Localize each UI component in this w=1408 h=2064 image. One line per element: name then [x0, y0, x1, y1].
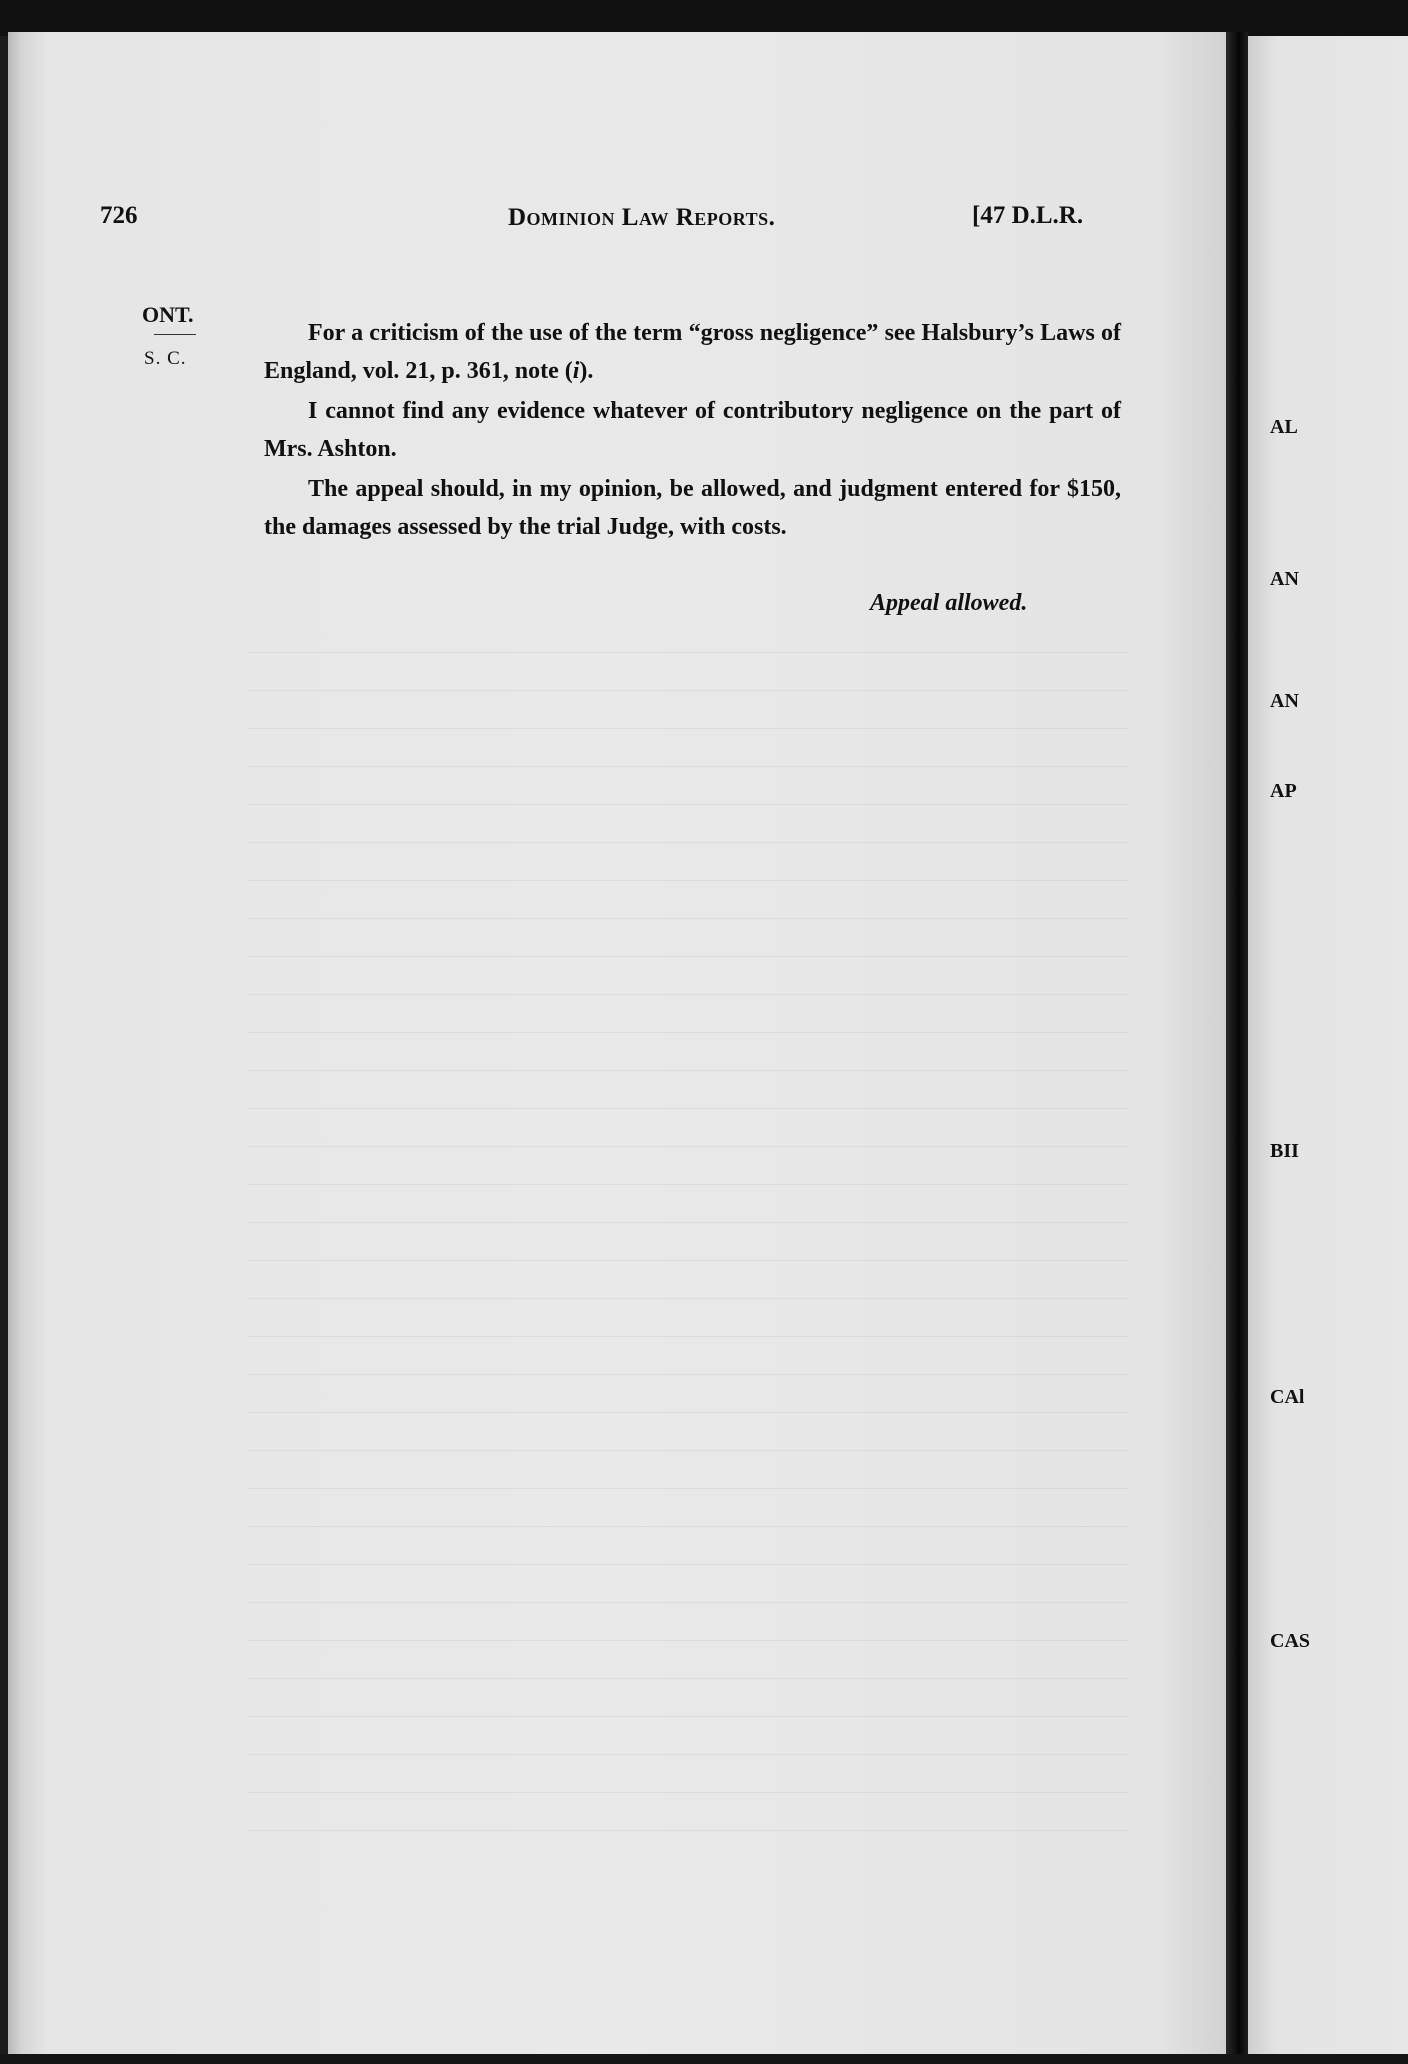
- show-through-line: [248, 956, 1128, 957]
- paragraph-judgment: The appeal should, in my opinion, be allowed, and judgment entered for $150, the damages assessed by the trial Judge, with costs.: [264, 476, 1121, 540]
- show-through-line: [248, 1184, 1128, 1185]
- paragraph-contributory-negligence: I cannot find any evidence whatever of contributory negligence on the part of Mrs. Ashton.: [264, 398, 1121, 462]
- show-through-line: [248, 880, 1128, 881]
- show-through-line: [248, 1336, 1128, 1337]
- show-through-line: [248, 1298, 1128, 1299]
- show-through-line: [248, 1450, 1128, 1451]
- show-through-line: [248, 652, 1128, 653]
- right-page: [1248, 36, 1408, 2064]
- show-through-line: [248, 1108, 1128, 1109]
- show-through-line: [248, 1792, 1128, 1793]
- margin-court: S. C.: [144, 348, 187, 369]
- show-through-line: [248, 1146, 1128, 1147]
- right-page-fragment: BII: [1270, 1140, 1299, 1162]
- show-through-line: [248, 918, 1128, 919]
- show-through-line: [248, 1488, 1128, 1489]
- show-through-line: [248, 1070, 1128, 1071]
- show-through-line: [248, 842, 1128, 843]
- margin-rule: [154, 334, 196, 335]
- right-page-fragment: AN: [1270, 690, 1299, 712]
- show-through-line: [248, 1526, 1128, 1527]
- right-page-fragment: AP: [1270, 780, 1297, 802]
- show-through-line: [248, 766, 1128, 767]
- right-page-fragment: AN: [1270, 568, 1299, 590]
- page-number: 726: [100, 202, 138, 229]
- show-through-line: [248, 1564, 1128, 1565]
- paragraph-criticism: For a criticism of the use of the term “gross negligence” see Halsbury’s Laws of England, vol. 21, p. 361, note (i).: [264, 320, 1121, 384]
- left-page: [8, 32, 1226, 2054]
- show-through-line: [248, 1830, 1128, 1831]
- note-letter: i: [572, 358, 580, 384]
- show-through-line: [248, 728, 1128, 729]
- show-through-line: [248, 1260, 1128, 1261]
- show-through-line: [248, 1412, 1128, 1413]
- disposition: Appeal allowed.: [870, 590, 1028, 616]
- book-gutter: [1226, 32, 1248, 2064]
- body-text: [264, 314, 1121, 548]
- show-through-line: [248, 690, 1128, 691]
- scan-top-edge: [0, 0, 1408, 36]
- show-through-line: [248, 1678, 1128, 1679]
- show-through-line: [248, 1222, 1128, 1223]
- show-through-line: [248, 1374, 1128, 1375]
- show-through-line: [248, 1640, 1128, 1641]
- show-through-line: [248, 1602, 1128, 1603]
- right-page-fragment: CAS: [1270, 1630, 1311, 1652]
- show-through-line: [248, 1716, 1128, 1717]
- volume-reference: [47 D.L.R.: [972, 202, 1084, 229]
- show-through-line: [248, 1032, 1128, 1033]
- running-head: Dominion Law Reports.: [508, 204, 776, 231]
- show-through-line: [248, 804, 1128, 805]
- show-through-line: [248, 1754, 1128, 1755]
- right-page-fragment: CAl: [1270, 1386, 1305, 1408]
- right-page-fragment: AL: [1270, 416, 1298, 438]
- show-through-line: [248, 994, 1128, 995]
- margin-province: ONT.: [142, 302, 194, 327]
- scan-bottom-edge: [0, 2054, 1408, 2064]
